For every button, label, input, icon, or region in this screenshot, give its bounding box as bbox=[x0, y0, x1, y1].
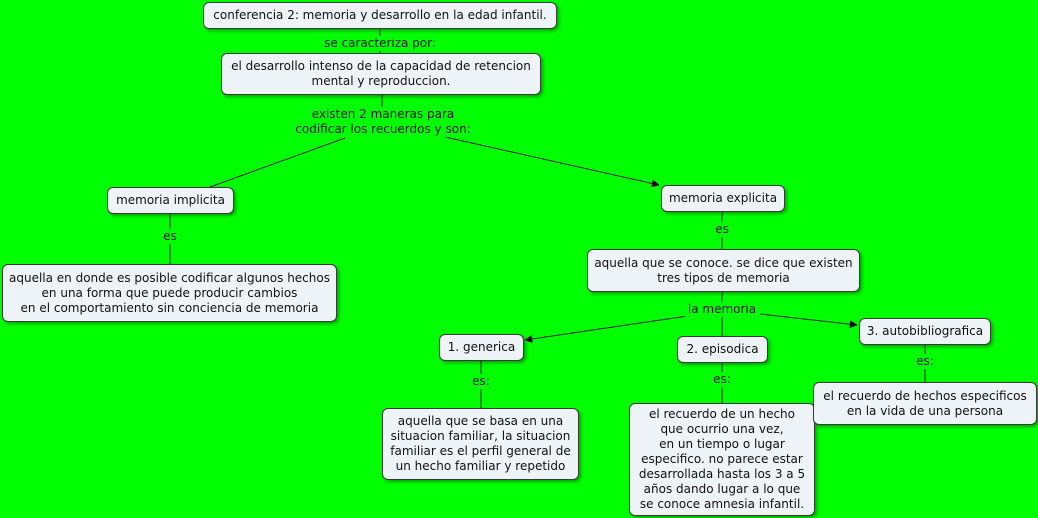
label-es-generica[interactable]: es: bbox=[472, 374, 490, 388]
link-label-implicita bbox=[210, 138, 345, 187]
node-autobiografica-definicion[interactable]: el recuerdo de hechos especificos en la vida de una persona bbox=[813, 382, 1037, 425]
node-conferencia[interactable]: conferencia 2: memoria y desarrollo en la edad infantil. bbox=[203, 2, 557, 29]
node-desarrollo[interactable]: el desarrollo intenso de la capacidad de retencion mental y reproduccion. bbox=[221, 53, 541, 95]
link-label-autobiografica bbox=[760, 314, 857, 325]
node-generica-definicion[interactable]: aquella que se basa en una situacion familiar, la situacion familiar es el perfil general de un hecho familiar y repetido bbox=[382, 408, 579, 480]
node-episodica[interactable]: 2. episodica bbox=[677, 336, 768, 363]
label-la-memoria[interactable]: la memoria bbox=[687, 302, 757, 316]
node-implicita-definicion[interactable]: aquella en donde es posible codificar algunos hechos en una forma que puede producir cambios en el comportamiento sin conciencia de memoria bbox=[2, 264, 337, 322]
node-episodica-definicion[interactable]: el recuerdo de un hecho que ocurrio una vez, en un tiempo o lugar especifico. no parece estar desarrollada hasta los 3 a 5 años dando lugar a lo que se conoce amnesia infantil. bbox=[629, 403, 815, 516]
label-es-explicita[interactable]: es bbox=[715, 222, 729, 236]
node-autobiografica[interactable]: 3. autobibliografica bbox=[859, 318, 991, 345]
label-es-autobiografica[interactable]: es: bbox=[916, 354, 934, 368]
label-se-caracteriza[interactable]: se caracteriza por: bbox=[324, 36, 436, 50]
node-explicita-definicion[interactable]: aquella que se conoce. se dice que existen tres tipos de memoria bbox=[587, 249, 860, 292]
node-generica[interactable]: 1. generica bbox=[439, 334, 524, 361]
label-existen-maneras[interactable]: existen 2 maneras para codificar los recuerdos y son: bbox=[295, 107, 471, 136]
label-es-implicita[interactable]: es bbox=[163, 229, 177, 243]
node-memoria-implicita[interactable]: memoria implicita bbox=[107, 187, 234, 214]
node-memoria-explicita[interactable]: memoria explicita bbox=[661, 185, 785, 212]
label-es-episodica[interactable]: es: bbox=[713, 372, 731, 386]
link-label-generica bbox=[525, 316, 688, 340]
link-label-explicita bbox=[445, 137, 659, 185]
